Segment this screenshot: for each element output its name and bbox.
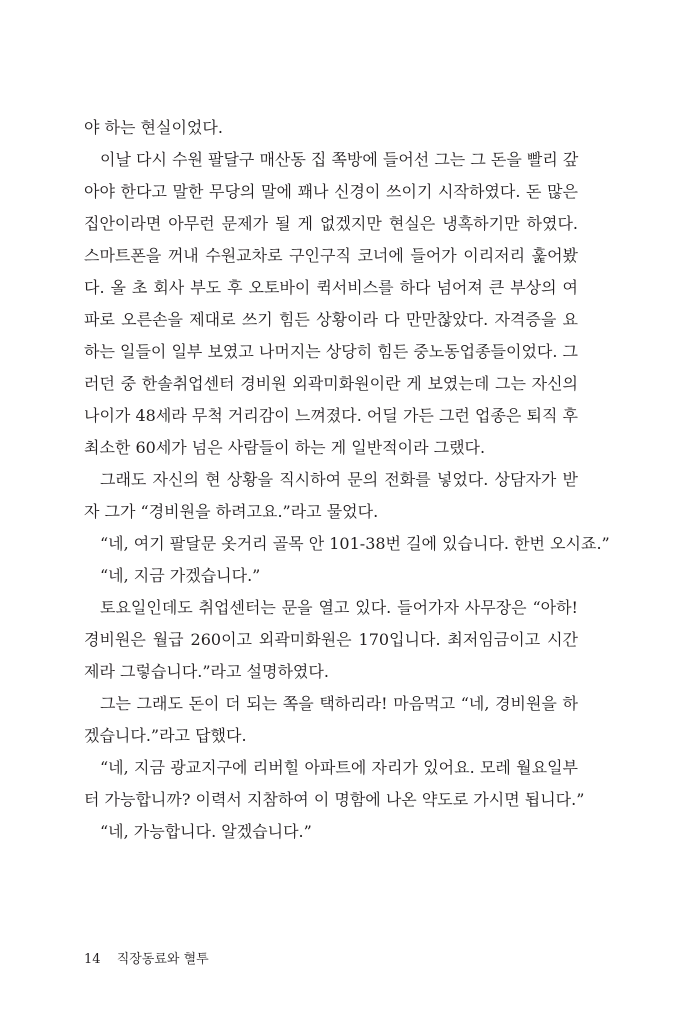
page-number: 14 bbox=[84, 952, 101, 967]
dialogue-line: “네, 여기 팔달문 옷거리 골목 안 101-38번 길에 있습니다. 한번 오시죠.” bbox=[100, 534, 610, 553]
paragraph-line: 스마트폰을 꺼내 수원교차로 구인구직 코너에 들어가 이리저리 훑어봤 bbox=[84, 246, 578, 265]
paragraph-line: 겠습니다.”라고 답했다. bbox=[84, 726, 247, 745]
paragraph-line: 파로 오른손을 제대로 쓰기 힘든 상황이라 다 만만찮았다. 자격증을 요 bbox=[84, 310, 578, 329]
dialogue-line: “네, 지금 광교지구에 리버힐 아파트에 자리가 있어요. 모레 월요일부 bbox=[100, 758, 578, 777]
paragraph-line: 하는 일들이 일부 보였고 나머지는 상당히 힘든 중노동업종들이었다. 그 bbox=[84, 342, 578, 361]
paragraph-line: 다. 올 초 회사 부도 후 오토바이 퀵서비스를 하다 넘어져 큰 부상의 여 bbox=[84, 278, 578, 297]
paragraph-line: 야 하는 현실이었다. bbox=[84, 118, 223, 137]
paragraph-line: 그래도 자신의 현 상황을 직시하여 문의 전화를 넣었다. 상담자가 받 bbox=[100, 470, 578, 489]
dialogue-line: “네, 지금 가겠습니다.” bbox=[100, 566, 261, 585]
paragraph-line: 아야 한다고 말한 무당의 말에 꽤나 신경이 쓰이기 시작하였다. 돈 많은 bbox=[84, 182, 578, 201]
paragraph-line: 자 그가 “경비원을 하려고요.”라고 물었다. bbox=[84, 502, 379, 521]
paragraph-line: 러던 중 한솔취업센터 경비원 외곽미화원이란 게 보였는데 그는 자신의 bbox=[84, 374, 578, 393]
dialogue-line: “네, 가능합니다. 알겠습니다.” bbox=[100, 822, 312, 841]
paragraph-line: 토요일인데도 취업센터는 문을 열고 있다. 들어가자 사무장은 “아하! bbox=[100, 598, 578, 617]
paragraph-line: 제라 그렇습니다.”라고 설명하였다. bbox=[84, 662, 329, 681]
running-title: 직장동료와 혈투 bbox=[116, 952, 209, 967]
paragraph-line: 나이가 48세라 무척 거리감이 느껴졌다. 어딜 가든 그런 업종은 퇴직 후 bbox=[84, 406, 578, 425]
paragraph-line: 최소한 60세가 넘은 사람들이 하는 게 일반적이라 그랬다. bbox=[84, 438, 486, 457]
paragraph-line: 그는 그래도 돈이 더 되는 쪽을 택하리라! 마음먹고 “네, 경비원을 하 bbox=[100, 694, 578, 713]
dialogue-line: 터 가능합니까? 이력서 지참하여 이 명함에 나온 약도로 가시면 됩니다.” bbox=[84, 790, 585, 809]
paragraph-line: 경비원은 월급 260이고 외곽미화원은 170입니다. 최저임금이고 시간 bbox=[84, 630, 578, 649]
paragraph-line: 집안이라면 아무런 문제가 될 게 없겠지만 현실은 냉혹하기만 하였다. bbox=[84, 214, 578, 233]
page-footer bbox=[84, 948, 209, 967]
paragraph-line: 이날 다시 수원 팔달구 매산동 집 쪽방에 들어선 그는 그 돈을 빨리 갚 bbox=[100, 150, 579, 169]
